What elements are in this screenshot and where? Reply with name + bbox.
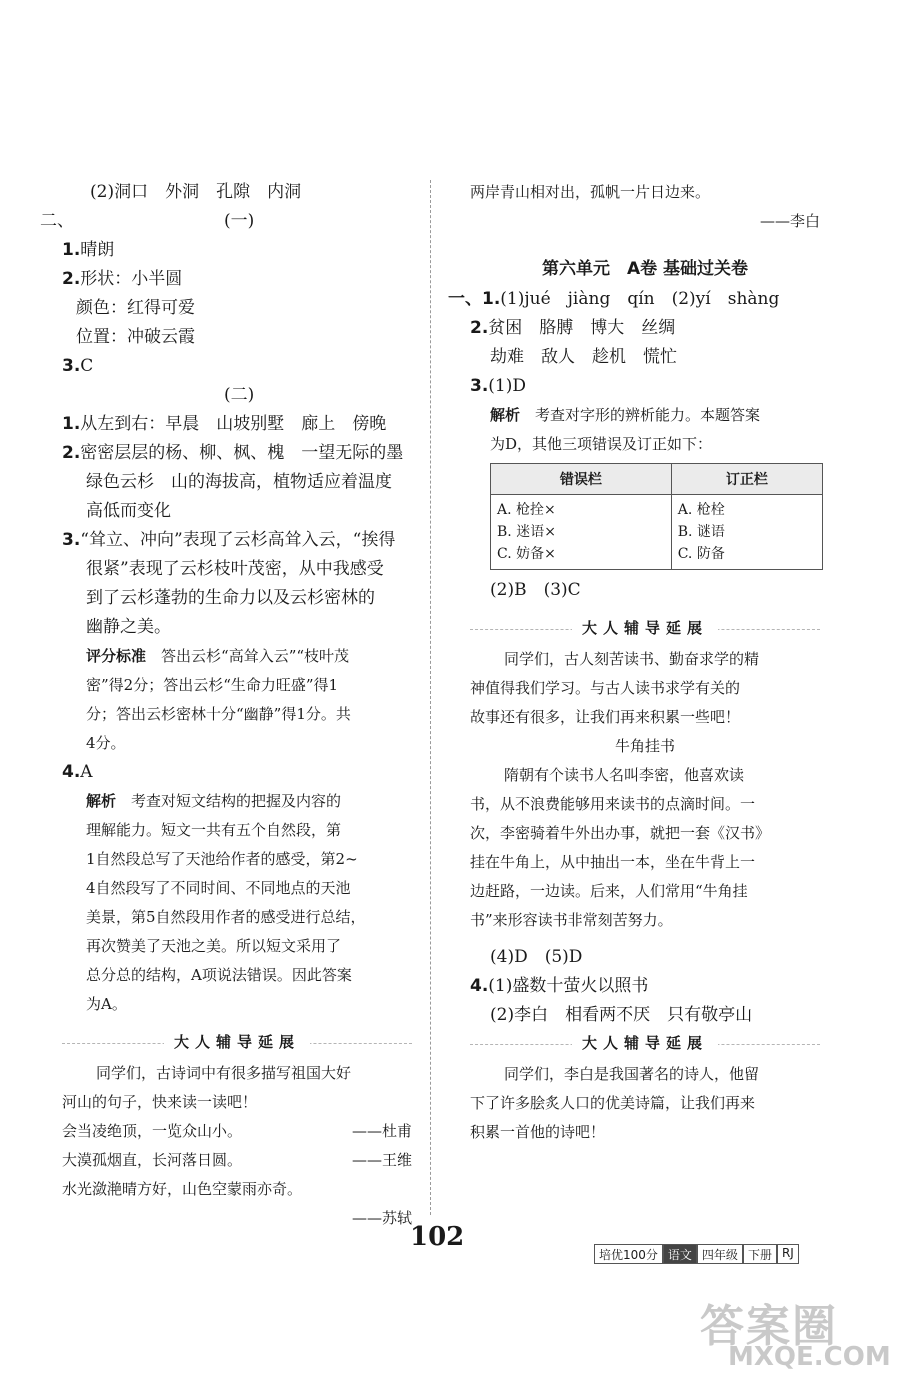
answer-line: 绿色云杉 山的海拔高，植物适应着温度 [86, 472, 392, 492]
poem-author: ——苏轼 [351, 1209, 412, 1227]
analysis-label: 解析 [490, 406, 521, 424]
extension-text: 同学们，古诗词中有很多描写祖国大好 [96, 1064, 352, 1082]
extension-text: 同学们，李白是我国著名的诗人，他留 [504, 1065, 760, 1083]
answer-item: 1.从左到右：早晨 山坡别墅 廊上 傍晚 [62, 414, 387, 434]
answer-line: (2)李白 相看两不厌 只有敬亭山 [490, 1005, 753, 1025]
scoring-line: 密”得2分；答出云杉“生命力旺盛”得1 [86, 676, 339, 694]
edition-label: RJ [777, 1244, 799, 1264]
story-title: 牛角挂书 [614, 737, 675, 755]
extension-header: 大人辅导延展 [470, 1032, 820, 1056]
answer-line: 颜色：红得可爱 [76, 298, 195, 318]
grade-label: 四年级 [697, 1244, 743, 1264]
answer-line: 到了云杉蓬勃的生命力以及云杉密林的 [86, 588, 375, 608]
analysis-line: 理解能力。短文一共有五个自然段，第 [86, 821, 342, 839]
story-text: 次，李密骑着牛外出办事，就把一套《汉书》 [470, 824, 771, 842]
analysis-label: 解析 [86, 792, 117, 810]
part-title: (二) [224, 385, 255, 405]
extension-text: 积累一首他的诗吧！ [470, 1123, 606, 1141]
answer-item: 1.晴朗 [62, 240, 115, 260]
analysis-line: 解析 考查对字形的辨析能力。本题答案 [490, 406, 761, 424]
analysis-line: 总分总的结构，A项说法错误。因此答案 [86, 966, 352, 984]
story-text: 书”来形容读书非常刻苦努力。 [470, 911, 673, 929]
subject-label: 语文 [663, 1244, 697, 1264]
extension-text: 河山的句子，快来读一读吧！ [62, 1093, 258, 1111]
answer-line: 很紧”表现了云杉枝叶茂密，从中我感受 [86, 559, 384, 579]
answer-item: 一、1.(1)jué jiàng qín (2)yí shàng [448, 289, 780, 309]
right-column [448, 178, 820, 1147]
column-divider [430, 180, 431, 1215]
analysis-line: 为D，其他三项错误及订正如下： [490, 435, 713, 453]
analysis-line: 为A。 [86, 995, 127, 1013]
answer-item: 4.A [62, 762, 93, 782]
extension-text: 故事还有很多，让我们再来积累一些吧！ [470, 708, 741, 726]
extension-text: 同学们，古人刻苦读书、勤奋求学的精 [504, 650, 760, 668]
section-header [40, 207, 412, 236]
answer-item: 3.“耸立、冲向”表现了云杉高耸入云，“挨得 [62, 530, 396, 550]
table-cell: A. 枪拴× B. 迷语× C. 妨备× [491, 495, 672, 570]
poem-line: 大漠孤烟直，长河落日圆。 ——王维 [62, 1151, 412, 1169]
analysis-line: 1自然段总写了天池给作者的感受，第2~ [86, 850, 358, 868]
answer-line: (4)D (5)D [490, 947, 583, 967]
story-text: 挂在牛角上，从中抽出一本，坐在牛背上一 [470, 853, 756, 871]
extension-header: 大人辅导延展 [470, 617, 820, 641]
answer-line: 幽静之美。 [86, 617, 171, 637]
table-cell: A. 枪栓 B. 谜语 C. 防备 [671, 495, 822, 570]
analysis-line: 再次赞美了天池之美。所以短文采用了 [86, 937, 342, 955]
answer-item: 2.贫困 胳膊 博大 丝绸 [470, 318, 676, 338]
story-text: 边赶路，一边读。后来，人们常用“牛角挂 [470, 882, 748, 900]
volume-label: 下册 [743, 1244, 777, 1264]
answer-item: 2.形状：小半圆 [62, 269, 183, 289]
extension-text: 下了许多脍炙人口的优美诗篇，让我们再来 [470, 1094, 756, 1112]
answer-line: 劫难 敌人 趁机 慌忙 [490, 347, 677, 367]
left-column [40, 178, 412, 1233]
poem-author: ——李白 [759, 212, 820, 230]
scoring-label: 评分标准 [86, 647, 147, 665]
answer-line: 位置：冲破云霞 [76, 327, 195, 347]
analysis-line: 4自然段写了不同时间、不同地点的天池 [86, 879, 351, 897]
watermark-logo: 答案圈 [700, 1301, 838, 1352]
answer-item: 2.密密层层的杨、柳、枫、槐 一望无际的墨 [62, 443, 404, 463]
scoring-line: 分；答出云杉密林十分“幽静”得1分。共 [86, 705, 351, 723]
extension-text: 神值得我们学习。与古人读书求学有关的 [470, 679, 741, 697]
book-series-tag [594, 1244, 799, 1264]
answer-item: 3.(1)D [470, 376, 527, 396]
analysis-line: 解析 考查对短文结构的把握及内容的 [86, 792, 342, 810]
table-header: 错误栏 [491, 464, 672, 495]
answer-item: 4.(1)盛数十萤火以照书 [470, 976, 649, 996]
unit-title: 第六单元 A卷 基础过关卷 [541, 259, 749, 279]
analysis-line: 美景，第5自然段用作者的感受进行总结， [86, 908, 366, 926]
answer-line: (2)洞口 外洞 孔隙 内洞 [90, 182, 302, 202]
extension-header: 大人辅导延展 [62, 1031, 412, 1055]
part-title: (一) [224, 211, 255, 231]
table-header: 订正栏 [671, 464, 822, 495]
poem-line: 会当凌绝顶，一览众山小。 ——杜甫 [62, 1122, 412, 1140]
series-label: 培优100分 [594, 1244, 663, 1264]
page-number: 102 [410, 1222, 465, 1252]
answer-line: (2)B (3)C [490, 580, 581, 600]
scoring-line: 4分。 [86, 734, 126, 752]
poem-line: 两岸青山相对出，孤帆一片日边来。 [470, 183, 711, 201]
scoring-line: 评分标准 答出云杉“高耸入云”“枝叶茂 [86, 647, 350, 665]
watermark-url: MXQE.COM [728, 1342, 891, 1372]
poem-line: 水光潋滟晴方好，山色空蒙雨亦奇。 [62, 1180, 303, 1198]
answer-line: 高低而变化 [86, 501, 171, 521]
answer-item: 3.C [62, 356, 94, 376]
story-text: 隋朝有个读书人名叫李密，他喜欢读 [504, 766, 745, 784]
correction-table [490, 463, 823, 570]
section-number: 二、 [40, 211, 74, 231]
story-text: 书，从不浪费能够用来读书的点滴时间。一 [470, 795, 756, 813]
